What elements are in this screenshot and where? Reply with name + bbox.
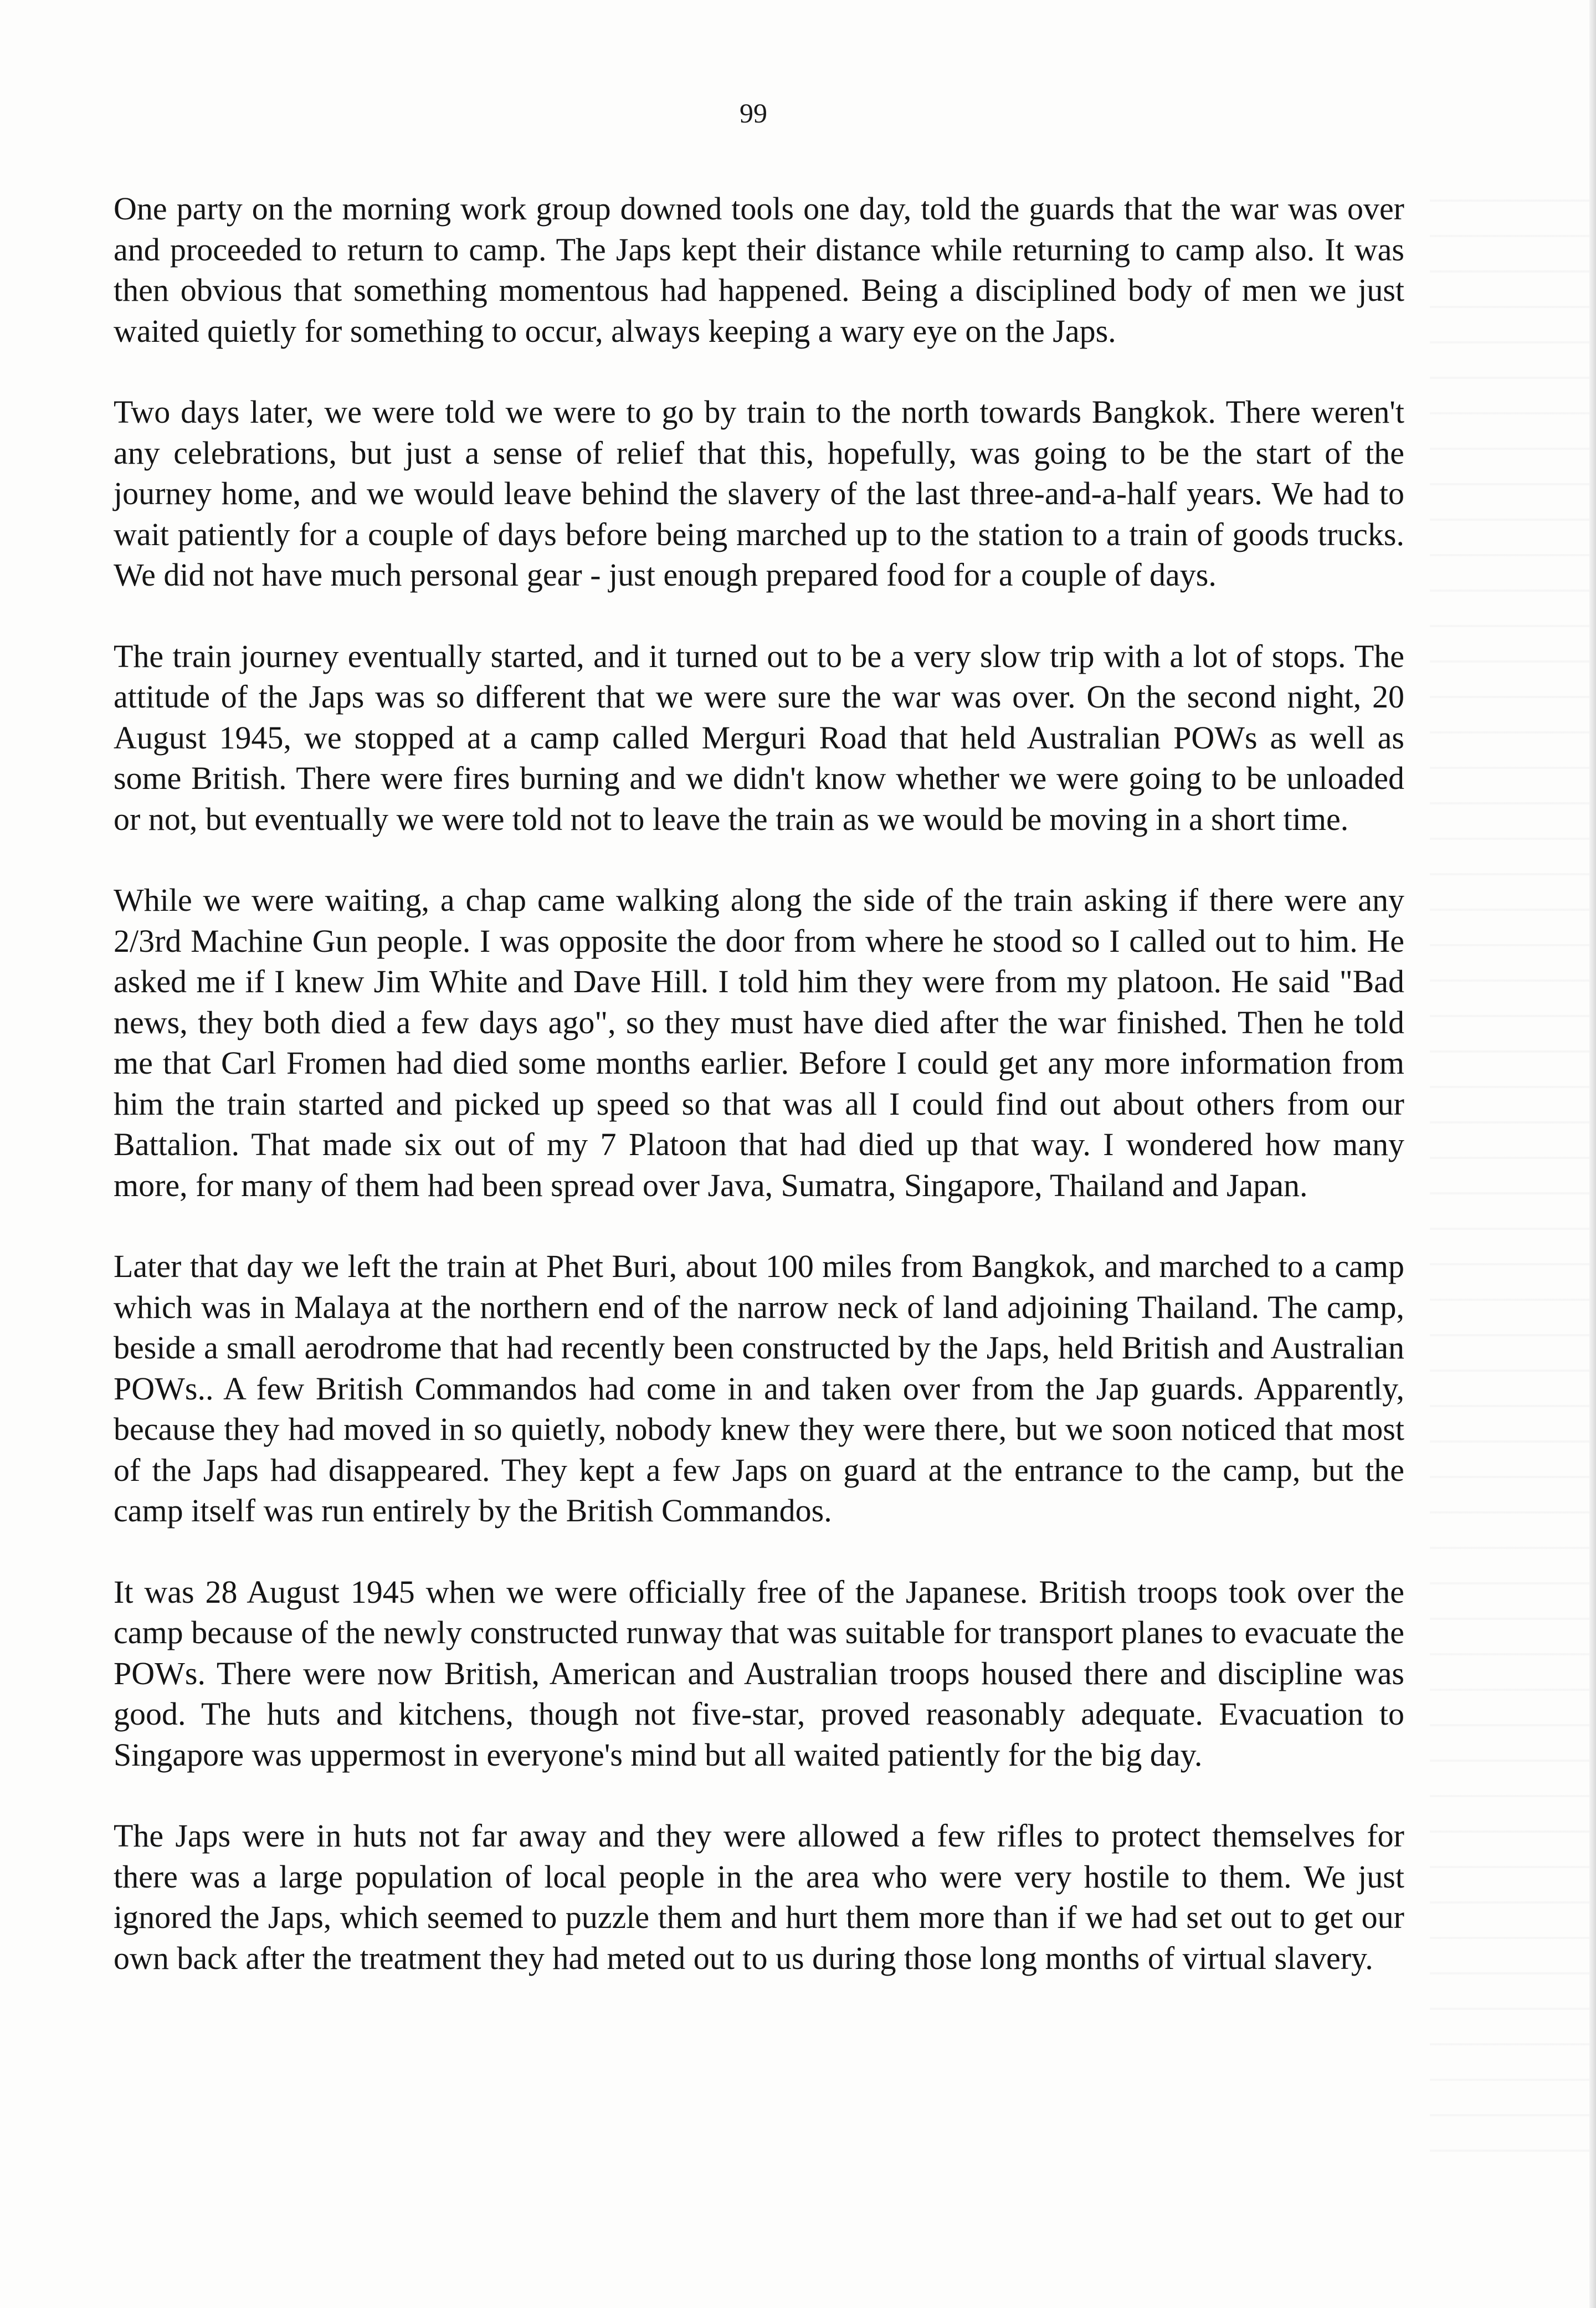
paragraph: The train journey eventually started, and it turned out to be a very slow trip with a lot of stops. The attitude of the Japs was so different that we were sure the war was over. On the second night, 20 August 1945, we stopped at a camp called Merguri Road that held Australian POWs as well as some British. There were fires burning and we didn't know whether we were going to be unloaded or not, but eventually we were told not to leave the train as we would be moving in a short time. bbox=[114, 638, 1404, 837]
page-number: 99 bbox=[740, 98, 767, 129]
paragraph: It was 28 August 1945 when we were officially free of the Japanese. British troops took over the camp because of the newly constructed runway that was suitable for transport planes to evacuate the POWs. There were now British, American and Australian troops housed there and discipline was good. The huts and kitchens, though not five-star, proved reasonably adequate. Evacuation to Singapore was uppermost in everyone's mind but all waited patiently for the big day. bbox=[114, 1573, 1404, 1773]
paragraph: One party on the morning work group downed tools one day, told the guards that the war was over and proceeded to return to camp. The Japs kept their distance while returning to camp also. It was then obvious that something momentous had happened. Being a disciplined body of men we just waited quietly for something to occur, always keeping a wary eye on the Japs. bbox=[114, 191, 1404, 349]
paragraph: While we were waiting, a chap came walking along the side of the train asking if there were any 2/3rd Machine Gun people. I was opposite the door from where he stood so I called out to him. He asked me if I knew Jim White and Dave Hill. I told him they were from my platoon. He said "Bad news, they both died a few days ago", so they must have died after the war finished. Then he told me that Carl Fromen had died some months earlier. Before I could get any more information from him the train started and picked up speed so that was all I could find out about others from our Battalion. That made six out of my 7 Platoon that had died up that way. I wondered how many more, for many of them had been spread over Java, Sumatra, Singapore, Thailand and Japan. bbox=[114, 882, 1404, 1203]
scan-edge bbox=[1589, 0, 1596, 2308]
paragraph: The Japs were in huts not far away and they were allowed a few rifles to protect themselves for there was a large population of local people in the area who were very hostile to them. We just ignored the Japs, which seemed to puzzle them and hurt them more than if we had set out to get our own back after the treatment they had meted out to us during those long months of virtual slavery. bbox=[114, 1818, 1404, 1976]
paragraph: Later that day we left the train at Phet Buri, about 100 miles from Bangkok, and marched to a camp which was in Malaya at the northern end of the narrow neck of land adjoining Thailand. The camp, beside a small aerodrome that had recently been constructed by the Japs, held British and Australian POWs.. A few British Commandos had come in and taken over from the Jap guards. Apparently, because they had moved in so quietly, nobody knew they were there, but we soon noticed that most of the Japs had disappeared. They kept a few Japs on guard at the entrance to the camp, but the camp itself was run entirely by the British Commandos. bbox=[114, 1248, 1404, 1529]
paragraph: Two days later, we were told we were to go by train to the north towards Bangkok. There weren't any celebrations, but just a sense of relief that this, hopefully, was going to be the start of the journey home, and we would leave behind the slavery of the last three-and-a-half years. We had to wait patiently for a couple of days before being marched up to the station to a train of goods trucks. We did not have much personal gear - just enough prepared food for a couple of days. bbox=[114, 394, 1404, 593]
body-text bbox=[114, 188, 1404, 1978]
bleed-through-texture bbox=[1430, 166, 1596, 2161]
